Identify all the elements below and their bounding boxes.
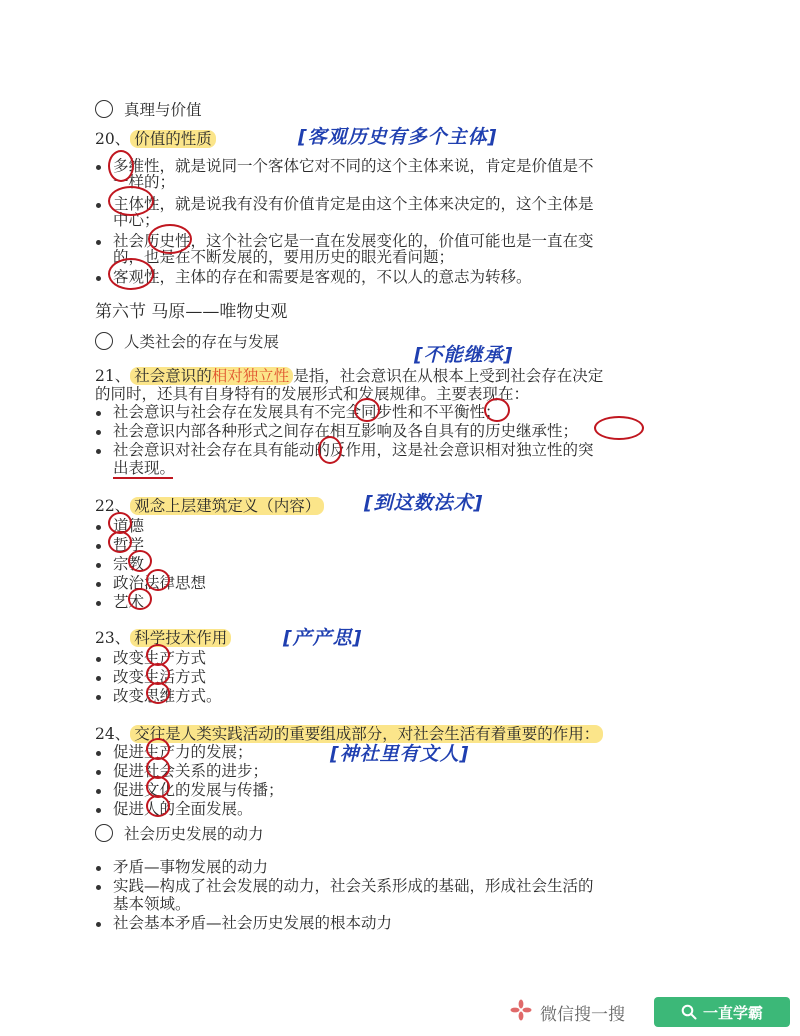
ink-circle [146,682,170,704]
q20-title [95,130,216,148]
q22-number: 22、 [95,497,131,515]
q21-item-2: 社会意识内部各种形式之间存在相互影响及各自具有的历史继承性； [113,422,579,440]
ink-circle [318,436,342,464]
q20-number: 20、 [95,130,131,148]
q24-item: 促进生产力的发展； [113,743,253,761]
bullet-icon [96,676,101,681]
ink-circle [146,795,170,817]
bullet-icon [96,411,101,416]
q23-item: 改变思维方式。 [113,687,222,705]
q20-item-1: 多维性，就是说同一个客体它对不同的这个主体来说，肯定是价值是不 [113,157,594,175]
q24-item: 促进文化的发展与传播； [113,781,284,799]
q22-item: 哲学 [113,536,145,554]
bullet-icon [96,770,101,775]
q20-item-1-cont: 一样的； [113,173,176,191]
s3-item-2-cont: 基本领域。 [113,895,191,913]
search-icon [681,1004,697,1020]
section-circle-icon [95,100,113,118]
q23-number: 23、 [95,629,131,647]
q22-item: 道德 [113,517,145,535]
wechat-search-logo-icon [510,999,532,1021]
bullet-icon [96,582,101,587]
q24-item: 促进人的全面发展。 [113,800,253,818]
ink-underline [113,477,173,479]
section-heading: 社会历史发展的动力 [124,825,264,843]
q21-item-3: 社会意识对社会存在具有能动的反作用，这是社会意识相对独立性的突 [113,441,594,459]
q23-title-text: 科学技术作用 [130,629,231,647]
bullet-icon [96,751,101,756]
ink-circle [108,531,132,553]
bullet-icon [96,430,101,435]
bullet-icon [96,885,101,890]
q20-item-2-cont: 中心； [113,211,160,229]
handwritten-note-q24: [神社里有文人] [330,743,470,765]
s3-item-1: 矛盾—事物发展的动力 [113,858,269,876]
ink-circle [128,550,152,572]
bullet-icon [96,544,101,549]
bullet-icon [96,789,101,794]
handwritten-note-q22: [到这数法术] [364,492,484,514]
q22-item: 艺术 [113,593,145,611]
bullet-icon [96,601,101,606]
handwritten-note-q23: [产产思] [283,627,363,649]
handwritten-note-q20: [客观历史有多个主体] [298,126,498,148]
q22-item: 政治法律思想 [113,574,207,592]
ink-circle [108,186,154,216]
q24-item: 促进社会关系的进步； [113,762,269,780]
q21-number: 21、 [95,367,131,385]
q20-item-2: 主体性，就是说我有没有价值肯定是由这个主体来决定的，这个主体是 [113,195,594,213]
section-circle-icon [95,824,113,842]
q21-line-2: 的同时，还具有自身特有的发展形式和发展规律。主要表现在： [95,385,530,403]
s3-item-2: 实践—构成了社会发展的动力，社会关系形成的基础，形成社会生活的 [113,877,594,895]
section-circle-icon [95,332,113,350]
chapter-title: 第六节 马原——唯物史观 [95,302,288,322]
bullet-icon [96,203,101,208]
bullet-icon [96,808,101,813]
ink-circle [108,258,154,290]
search-button[interactable] [654,997,790,1027]
q23-item: 改变生产方式 [113,649,207,667]
ink-circle [354,398,380,422]
handwritten-note-q21: [不能继承] [414,344,514,366]
q21-item-3-cont: 出表现。 [113,459,176,477]
bullet-icon [96,525,101,530]
ink-circle [148,224,192,254]
bullet-icon [96,866,101,871]
q23-item: 改变生活方式 [113,668,207,686]
q20-item-3: 社会历史性，这个社会它是一直在发展变化的，价值可能也是一直在变 [113,232,594,250]
bullet-icon [96,695,101,700]
s3-item-3: 社会基本矛盾—社会历史发展的根本动力 [113,914,393,932]
search-button-label: 一直学霸 [702,1003,763,1022]
bullet-icon [96,657,101,662]
q21-highlight [130,367,293,385]
q20-item-3-cont: 的，也是在不断发展的，要用历史的眼光看问题； [113,248,455,266]
q21-post: 是指，社会意识在从根本上受到社会存在决定 [293,367,604,385]
bullet-icon [96,240,101,245]
section-heading: 人类社会的存在与发展 [124,333,280,351]
q21-red-term: 相对独立性 [211,367,290,385]
bullet-icon [96,276,101,281]
ink-circle [484,398,510,422]
bullet-icon [96,922,101,927]
ink-circle [108,150,134,182]
bullet-icon [96,563,101,568]
q24-number: 24、 [95,725,131,743]
section-heading: 真理与价值 [124,101,202,119]
ink-circle [594,416,644,440]
footer-logo-text: 微信搜一搜 [540,1005,625,1025]
q20-item-4: 客观性，主体的存在和需要是客观的，不以人的意志为转移。 [113,268,532,286]
ink-circle [146,569,170,591]
q22-item: 宗教 [113,555,145,573]
q21-line-1 [95,367,603,385]
q20-title-text: 价值的性质 [130,130,216,148]
ink-circle [128,588,152,610]
q22-title [95,497,324,515]
q22-title-text: 观念上层建筑定义（内容） [130,497,324,515]
bullet-icon [96,165,101,170]
q21-item-1: 社会意识与社会存在发展具有不完全同步性和不平衡性； [113,403,501,421]
q24-title-text: 交往是人类实践活动的重要组成部分，对社会生活有着重要的作用： [130,725,603,743]
q21-pre: 社会意识的 [134,367,212,385]
bullet-icon [96,449,101,454]
